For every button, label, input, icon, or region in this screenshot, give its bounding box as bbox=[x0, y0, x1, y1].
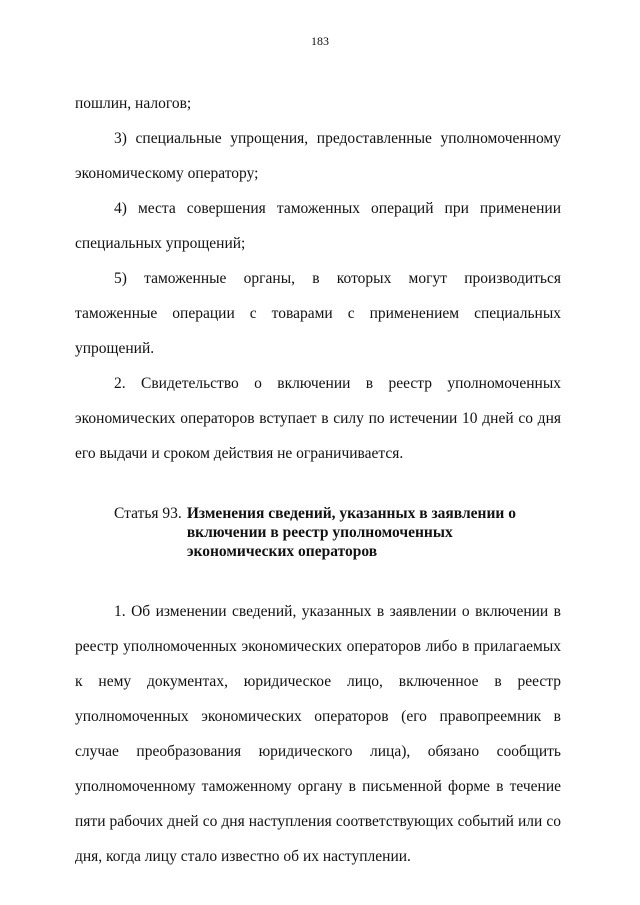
article-label: Статья 93. bbox=[114, 505, 182, 522]
page-number: 183 bbox=[311, 34, 329, 48]
paragraph-duties-taxes: пошлин, налогов; bbox=[75, 95, 192, 112]
paragraph-item-3: 3) специальные упрощения, предоставленные уполномоченному экономическому оператору; bbox=[75, 130, 561, 182]
paragraph-item-5: 5) таможенные органы, в которых могут производиться таможенные операции с товарами с применением специальных упрощений. bbox=[75, 270, 561, 357]
paragraph-article-point-1: 1. Об изменении сведений, указанных в заявлении о включении в реестр уполномоченных экономических операторов либо в прилагаемых к нему документах, юридическое лицо, включенное в реестр уполномоченных экономических операторов (его правопреемник в случае преобразования юридического лица), обязано сообщить уполномоченному таможенному органу в письменной форме в течение пяти рабочих дней со дня наступления соответствующих событий или со дня, когда лицу стало известно об их наступлении. bbox=[75, 603, 561, 865]
document-body bbox=[75, 86, 561, 874]
paragraph-point-2: 2. Свидетельство о включении в реестр уполномоченных экономических операторов вступает в силу по истечении 10 дней со дня его выдачи и сроком действия не ограничивается. bbox=[75, 375, 561, 462]
paragraph-item-4: 4) места совершения таможенных операций при применении специальных упрощений; bbox=[75, 200, 561, 252]
article-title: Изменения сведений, указанных в заявлении о включении в реестр уполномоченных экономических операторов bbox=[186, 505, 516, 560]
article-heading bbox=[75, 504, 561, 561]
